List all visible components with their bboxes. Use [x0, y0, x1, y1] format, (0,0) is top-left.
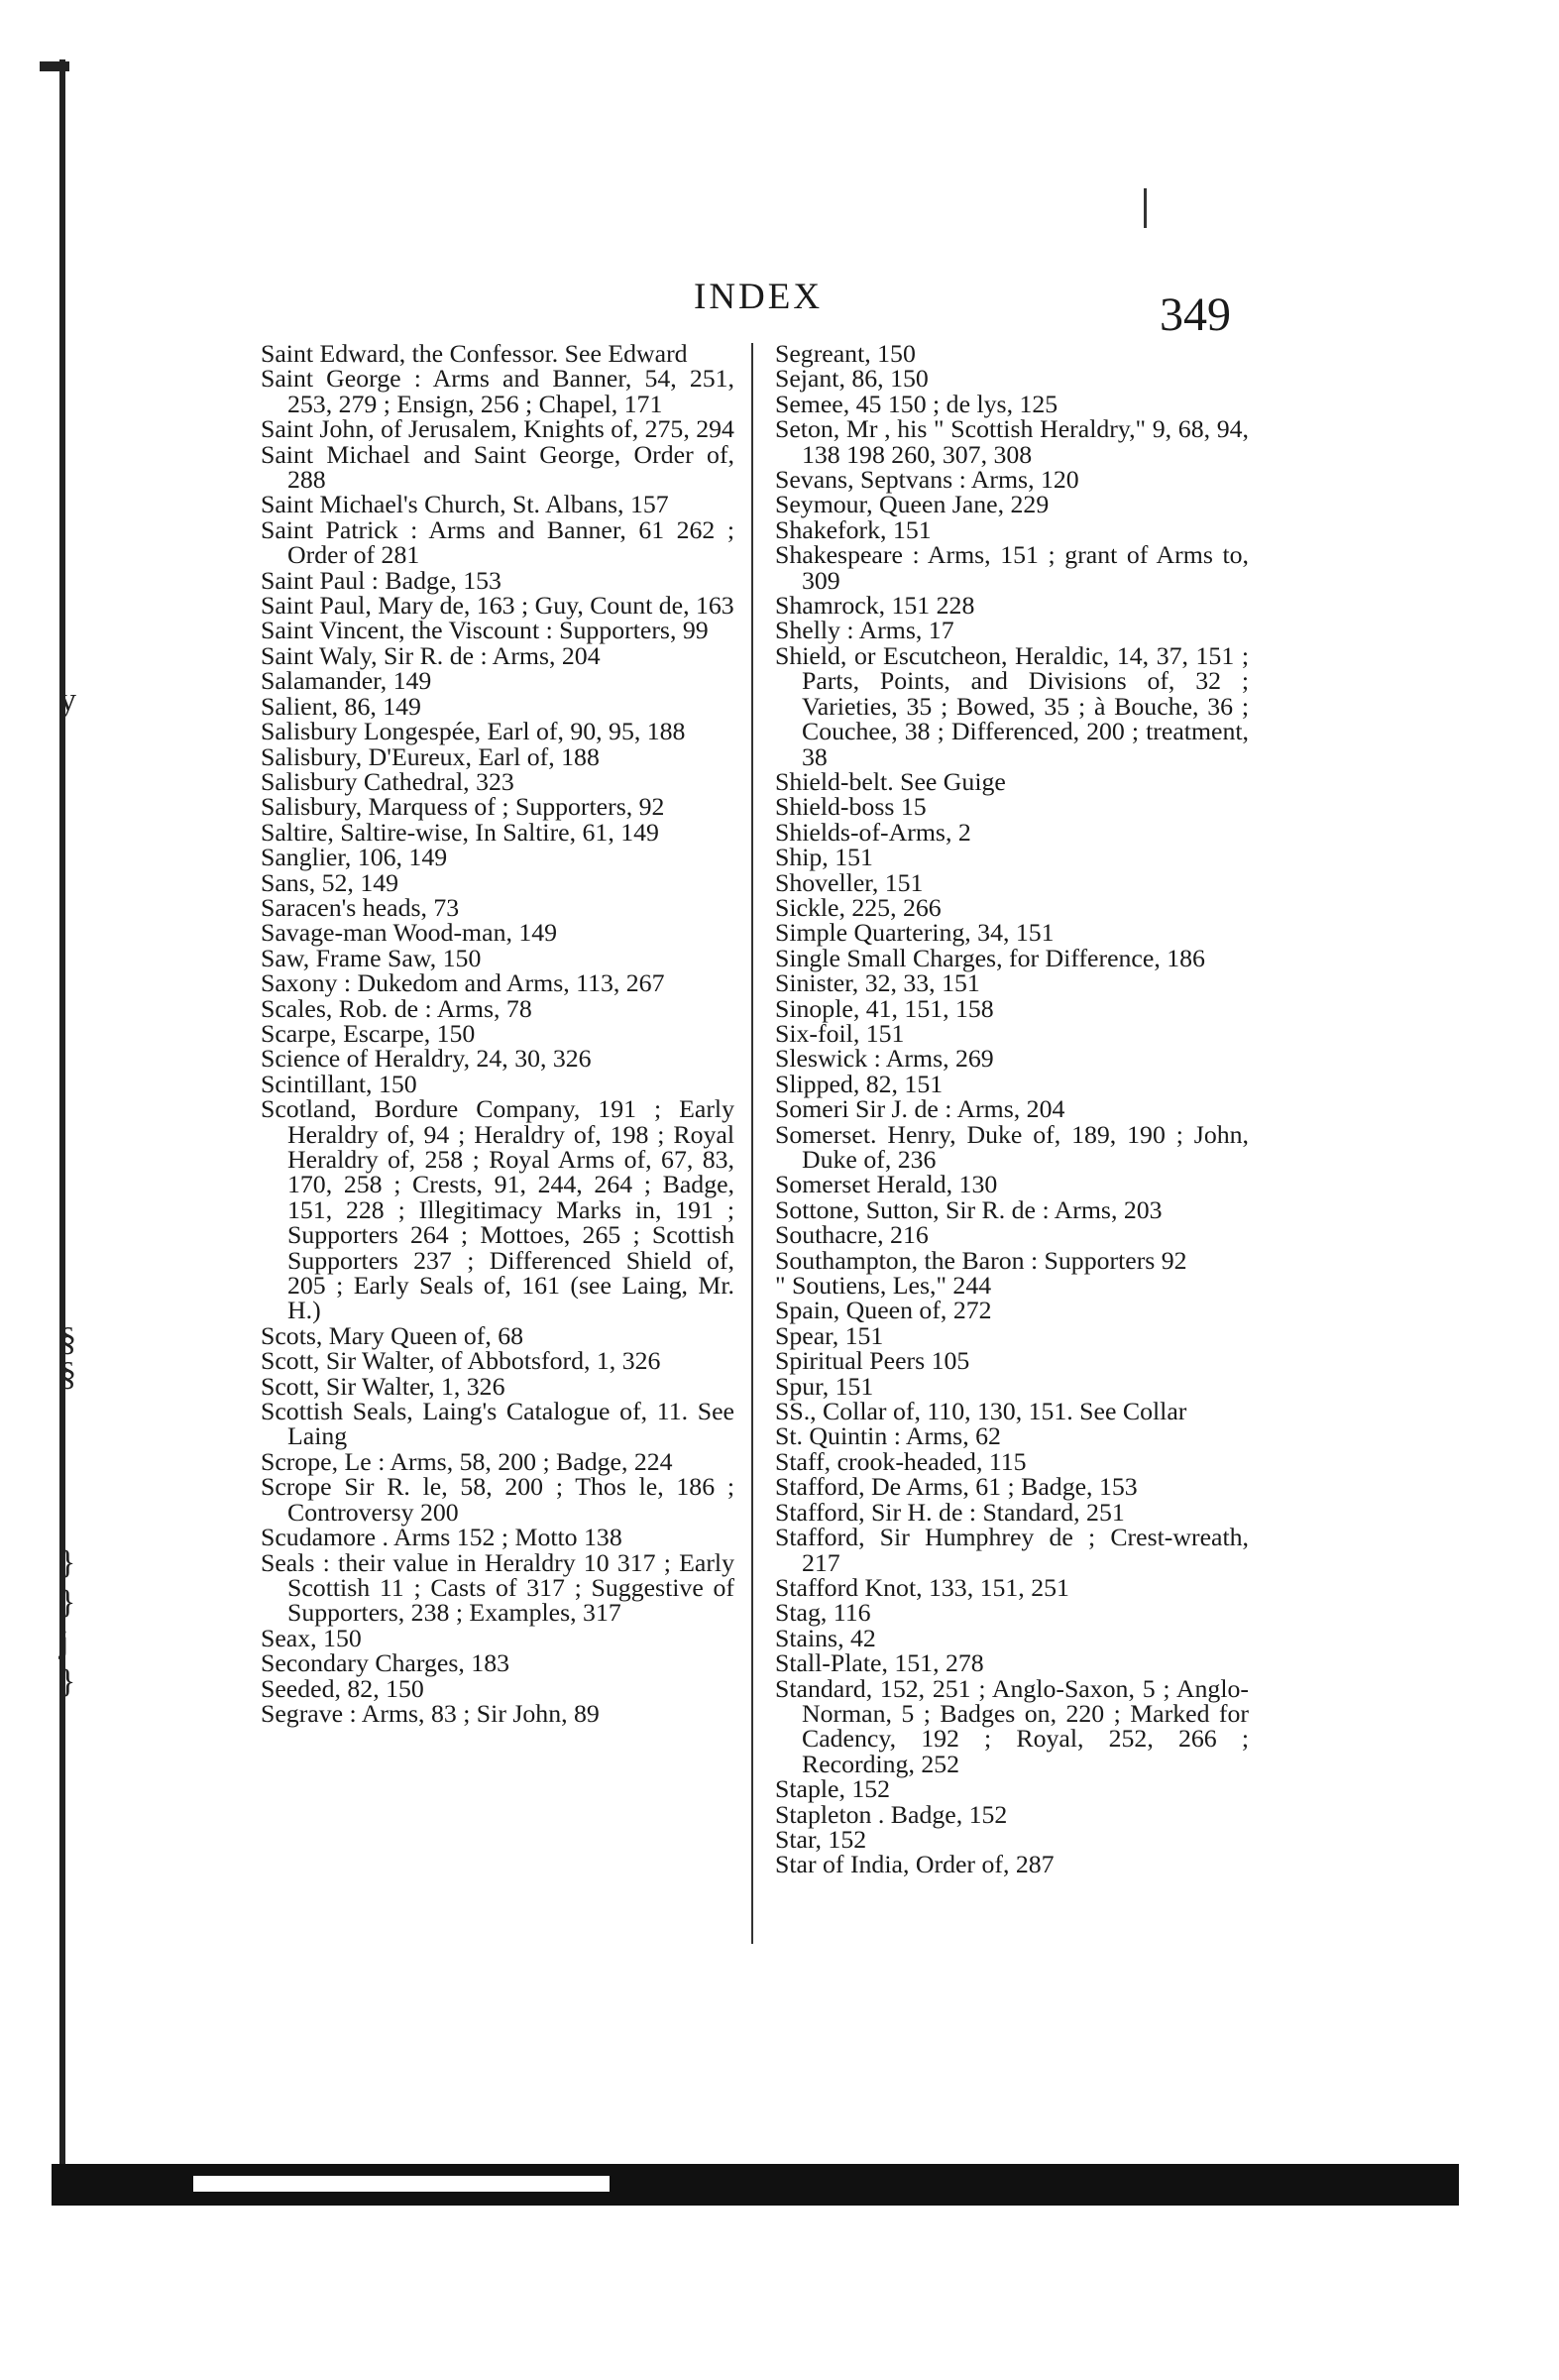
index-entry: Saracen's heads, 73	[261, 892, 460, 922]
index-entry: Spur, 151	[775, 1371, 874, 1401]
edge-mark: §	[59, 1321, 76, 1358]
index-entry: Southampton, the Baron : Supporters 92	[775, 1245, 1187, 1275]
index-entry: Saint Edward, the Confessor. See Edward	[261, 339, 688, 368]
index-entry: Saltire, Saltire-wise, In Saltire, 61, 149	[261, 817, 659, 847]
index-entry: Standard, 152, 251 ; Anglo-Saxon, 5 ; Anglo-Norman, 5 ; Badges on, 220 ; Marked for Cadency, 192 ; Royal, 252, 266 ; Recording, 252	[775, 1673, 1249, 1778]
index-entry: Sanglier, 106, 149	[261, 843, 448, 872]
index-entry: Saint Vincent, the Viscount : Supporters, 99	[261, 616, 709, 645]
index-entry: Shield, or Escutcheon, Heraldic, 14, 37, 151 ; Parts, Points, and Divisions of, 32 ; Varieties, 35 ; Bowed, 35 ; à Bouche, 36 ; Couchee, 38 ; Differenced, 200 ; treatment, 38	[775, 640, 1249, 771]
index-entry: Seymour, Queen Jane, 229	[775, 490, 1050, 519]
index-entry: Sans, 52, 149	[261, 867, 399, 897]
index-entry: Seton, Mr , his " Scottish Heraldry," 9, 68, 94, 138 198 260, 307, 308	[775, 414, 1249, 469]
index-entry: Saw, Frame Saw, 150	[261, 943, 482, 972]
index-entry: Stag, 116	[775, 1598, 871, 1628]
index-entry: Shoveller, 151	[775, 867, 924, 897]
index-entry: Salisbury Longespée, Earl of, 90, 95, 188	[261, 717, 686, 746]
index-entry: Savage-man Wood-man, 149	[261, 918, 558, 948]
index-entry: Stafford, Sir H. de : Standard, 251	[775, 1497, 1125, 1527]
index-entry: Shield-belt. See Guige	[775, 766, 1006, 796]
index-entry: Saint Waly, Sir R. de : Arms, 204	[261, 640, 601, 670]
index-entry: Sevans, Septvans : Arms, 120	[775, 465, 1079, 495]
index-entry: Scott, Sir Walter, 1, 326	[261, 1371, 505, 1401]
index-entry: Star, 152	[775, 1824, 867, 1854]
index-entry: Saint Patrick : Arms and Banner, 61 262 ; Order of 281	[261, 514, 734, 570]
index-entry: Scarpe, Escarpe, 150	[261, 1018, 476, 1048]
index-entry: Seals : their value in Heraldry 10 317 ; Early Scottish 11 ; Casts of 317 ; Suggestive of Supporters, 238 ; Examples, 317	[261, 1547, 734, 1628]
scan-footer-gap	[193, 2176, 610, 2192]
page-number: 349	[1160, 288, 1231, 341]
index-entry: Salamander, 149	[261, 666, 432, 696]
index-entry: Saxony : Dukedom and Arms, 113, 267	[261, 968, 665, 998]
index-entry: " Soutiens, Les," 244	[775, 1271, 992, 1301]
index-entry: Slipped, 82, 151	[775, 1069, 944, 1098]
index-entry: Scudamore . Arms 152 ; Motto 138	[261, 1523, 622, 1552]
index-entry: Segreant, 150	[775, 339, 916, 368]
index-entry: Seax, 150	[261, 1623, 362, 1652]
index-entry: Saint John, of Jerusalem, Knights of, 275, 294	[261, 414, 734, 444]
index-entry: Science of Heraldry, 24, 30, 326	[261, 1044, 592, 1074]
index-entry: Simple Quartering, 34, 151	[775, 918, 1055, 948]
index-entry: Stafford, Sir Humphrey de ; Crest-wreath, 217	[775, 1523, 1249, 1577]
index-entry: Somerset. Henry, Duke of, 189, 190 ; John, Duke of, 236	[775, 1119, 1249, 1174]
index-entry: Shakespeare : Arms, 151 ; grant of Arms to, 309	[775, 540, 1249, 595]
index-entry: Sinister, 32, 33, 151	[775, 968, 980, 998]
index-entry: Shakefork, 151	[775, 514, 932, 544]
index-entry: Staple, 152	[775, 1774, 891, 1804]
edge-mark: }	[59, 1584, 76, 1621]
index-column-right	[775, 341, 1249, 1877]
running-head: INDEX	[694, 277, 824, 317]
index-entry: Sickle, 225, 266	[775, 892, 942, 922]
index-entry: SS., Collar of, 110, 130, 151. See Collar	[775, 1397, 1187, 1426]
index-entry: Seeded, 82, 150	[261, 1673, 424, 1703]
index-entry: Saint Michael and Saint George, Order of, 288	[261, 439, 734, 495]
index-entry: Scotland, Bordure Company, 191 ; Early Heraldry of, 94 ; Heraldry of, 198 ; Royal Heraldry of, 258 ; Royal Arms of, 67, 83, 170, 258 ; Crests, 91, 244, 264 ; Badge, 151, 228 ; Illegitimacy Marks in, 191 ; Supporters 264 ; Mottoes, 265 ; Scottish Supporters 237 ; Differenced Shield of, 205 ; Early Seals of, 161 (see Laing, Mr. H.)	[261, 1094, 734, 1325]
index-entry: Single Small Charges, for Difference, 186	[775, 943, 1205, 972]
index-entry: Salisbury Cathedral, 323	[261, 766, 514, 796]
margin-tick-mark	[1144, 188, 1147, 228]
edge-mark: j	[59, 1624, 69, 1660]
index-entry: Scots, Mary Queen of, 68	[261, 1320, 524, 1350]
index-entry: Saint George : Arms and Banner, 54, 251, 253, 279 ; Ensign, 256 ; Chapel, 171	[261, 364, 734, 418]
index-entry: Salient, 86, 149	[261, 691, 421, 721]
index-entry: Sleswick : Arms, 269	[775, 1044, 994, 1074]
index-entry: Salisbury, D'Eureux, Earl of, 188	[261, 741, 600, 771]
index-entry: Scrope, Le : Arms, 58, 200 ; Badge, 224	[261, 1446, 673, 1476]
index-entry: Semee, 45 150 ; de lys, 125	[775, 389, 1058, 418]
edge-mark: }	[59, 1544, 76, 1581]
index-entry: Saint Paul, Mary de, 163 ; Guy, Count de, 163	[261, 591, 734, 621]
index-entry: Southacre, 216	[775, 1220, 929, 1250]
index-entry: Ship, 151	[775, 843, 873, 872]
index-entry: Someri Sir J. de : Arms, 204	[775, 1094, 1065, 1124]
index-entry: Shelly : Arms, 17	[775, 616, 954, 645]
index-entry: Scottish Seals, Laing's Catalogue of, 11. See Laing	[261, 1397, 734, 1451]
index-entry: Staff, crook-headed, 115	[775, 1446, 1027, 1476]
index-entry: Sottone, Sutton, Sir R. de : Arms, 203	[775, 1194, 1163, 1224]
index-entry: Saint Michael's Church, St. Albans, 157	[261, 490, 669, 519]
index-entry: Shamrock, 151 228	[775, 591, 975, 621]
edge-mark: y	[59, 682, 76, 719]
index-entry: Spiritual Peers 105	[775, 1346, 970, 1376]
index-entry: Six-foil, 151	[775, 1018, 905, 1048]
scan-binding-edge	[59, 59, 65, 2191]
index-entry: Spear, 151	[775, 1320, 884, 1350]
index-entry: Somerset Herald, 130	[775, 1170, 998, 1199]
index-entry: Salisbury, Marquess of ; Supporters, 92	[261, 792, 665, 822]
index-entry: Star of India, Order of, 287	[775, 1850, 1055, 1879]
index-entry: Scintillant, 150	[261, 1069, 417, 1098]
index-entry: Stafford, De Arms, 61 ; Badge, 153	[775, 1472, 1138, 1502]
index-entry: Shield-boss 15	[775, 792, 927, 822]
index-column-left	[261, 341, 734, 1726]
index-entry: St. Quintin : Arms, 62	[775, 1421, 1001, 1451]
index-entry: Saint Paul : Badge, 153	[261, 565, 501, 595]
column-divider	[751, 343, 753, 1944]
index-entry: Stafford Knot, 133, 151, 251	[775, 1572, 1069, 1602]
index-entry: Spain, Queen of, 272	[775, 1296, 992, 1325]
index-entry: Scrope Sir R. le, 58, 200 ; Thos le, 186 ; Controversy 200	[261, 1472, 734, 1527]
index-entry: Stains, 42	[775, 1623, 876, 1652]
edge-mark: §	[59, 1356, 76, 1393]
index-entry: Secondary Charges, 183	[261, 1648, 509, 1678]
index-entry: Shields-of-Arms, 2	[775, 817, 971, 847]
index-entry: Sejant, 86, 150	[775, 364, 929, 394]
index-entry: Stall-Plate, 151, 278	[775, 1648, 984, 1678]
index-entry: Stapleton . Badge, 152	[775, 1799, 1008, 1829]
edge-mark: }	[59, 1663, 76, 1700]
index-entry: Segrave : Arms, 83 ; Sir John, 89	[261, 1698, 600, 1728]
index-entry: Scales, Rob. de : Arms, 78	[261, 993, 532, 1023]
index-entry: Sinople, 41, 151, 158	[775, 993, 994, 1023]
index-entry: Scott, Sir Walter, of Abbotsford, 1, 326	[261, 1346, 661, 1376]
